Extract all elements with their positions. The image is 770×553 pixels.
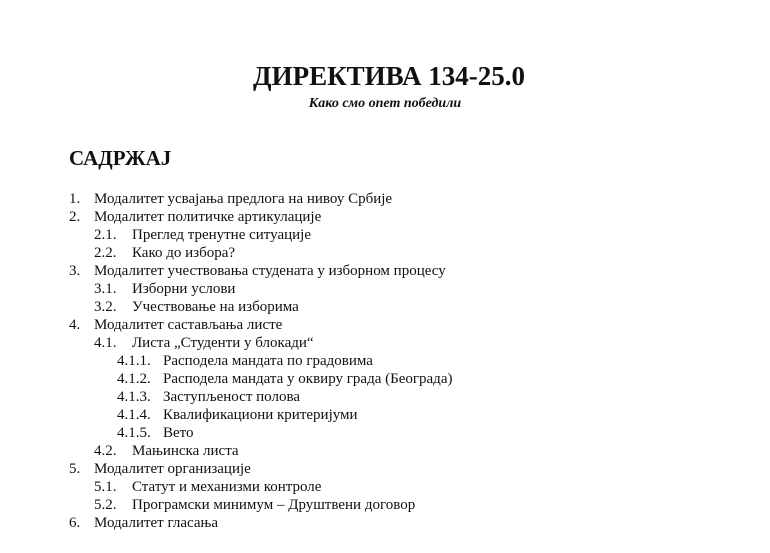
document-title: ДИРЕКТИВА 134-25.0 [253, 61, 525, 91]
toc-entry [0, 190, 770, 208]
toc-entry [0, 334, 770, 352]
toc-entry-text: Квалификациони критеријуми [163, 407, 358, 423]
toc-entry-number: 4.1.1. [117, 353, 151, 369]
toc-entry-number: 4.1. [94, 335, 117, 351]
toc-entry-text: Расподела мандата по градовима [163, 353, 373, 369]
toc-entry [0, 298, 770, 316]
toc-entry-text: Модалитет организације [94, 461, 251, 477]
toc-entry [0, 478, 770, 496]
toc-entry-number: 4. [69, 317, 81, 333]
document-subtitle: Како смо опет победили [308, 96, 462, 111]
toc-entry-text: Учествовање на изборима [132, 299, 299, 315]
toc-entry [0, 280, 770, 298]
toc-entry [0, 496, 770, 514]
toc-entry-number: 4.1.3. [117, 389, 151, 405]
toc-entry [0, 352, 770, 370]
toc-entry-number: 3. [69, 263, 81, 279]
toc-entry [0, 406, 770, 424]
toc-entry-number: 5.1. [94, 479, 117, 495]
toc-entry-text: Преглед тренутне ситуације [132, 227, 312, 243]
toc-entry-number: 2.2. [94, 245, 117, 261]
toc-entry-text: Модалитет гласања [94, 515, 219, 531]
toc-entry-number: 3.1. [94, 281, 117, 297]
table-of-contents [0, 190, 770, 532]
toc-entry-number: 4.1.2. [117, 371, 151, 387]
toc-entry [0, 460, 770, 478]
toc-entry [0, 388, 770, 406]
toc-entry [0, 316, 770, 334]
toc-entry-text: Модалитет политичке артикулације [94, 209, 322, 225]
toc-entry-number: 4.2. [94, 443, 117, 459]
toc-entry-text: Мањинска листа [132, 443, 239, 459]
toc-entry-number: 5. [69, 461, 81, 477]
toc-entry-number: 6. [69, 515, 81, 531]
toc-entry-number: 1. [69, 191, 81, 207]
toc-entry [0, 424, 770, 442]
toc-entry [0, 514, 770, 532]
toc-entry [0, 244, 770, 262]
toc-entry [0, 208, 770, 226]
toc-entry-text: Модалитет састављања листе [94, 317, 283, 333]
toc-entry-text: Модалитет усвајања предлога на нивоу Србије [94, 191, 393, 207]
toc-entry-text: Расподела мандата у оквиру града (Београда) [163, 371, 453, 387]
toc-entry-number: 3.2. [94, 299, 117, 315]
toc-entry-number: 4.1.5. [117, 425, 151, 441]
toc-entry-number: 2. [69, 209, 81, 225]
toc-entry-text: Заступљеност полова [163, 389, 300, 405]
toc-entry [0, 442, 770, 460]
toc-entry [0, 226, 770, 244]
toc-entry-text: Како до избора? [132, 245, 236, 261]
toc-entry-text: Статут и механизми контроле [132, 479, 322, 495]
toc-entry-number: 4.1.4. [117, 407, 151, 423]
toc-entry-text: Листа „Студенти у блокади“ [132, 335, 314, 351]
toc-entry-number: 5.2. [94, 497, 117, 513]
toc-entry [0, 262, 770, 280]
toc-heading: САДРЖАЈ [69, 146, 172, 170]
toc-entry-number: 2.1. [94, 227, 117, 243]
toc-entry [0, 370, 770, 388]
toc-entry-text: Вето [163, 425, 194, 441]
toc-entry-text: Модалитет учествовања студената у изборном процесу [94, 263, 446, 279]
toc-entry-text: Изборни услови [132, 281, 236, 297]
toc-entry-text: Програмски минимум – Друштвени договор [132, 497, 416, 513]
